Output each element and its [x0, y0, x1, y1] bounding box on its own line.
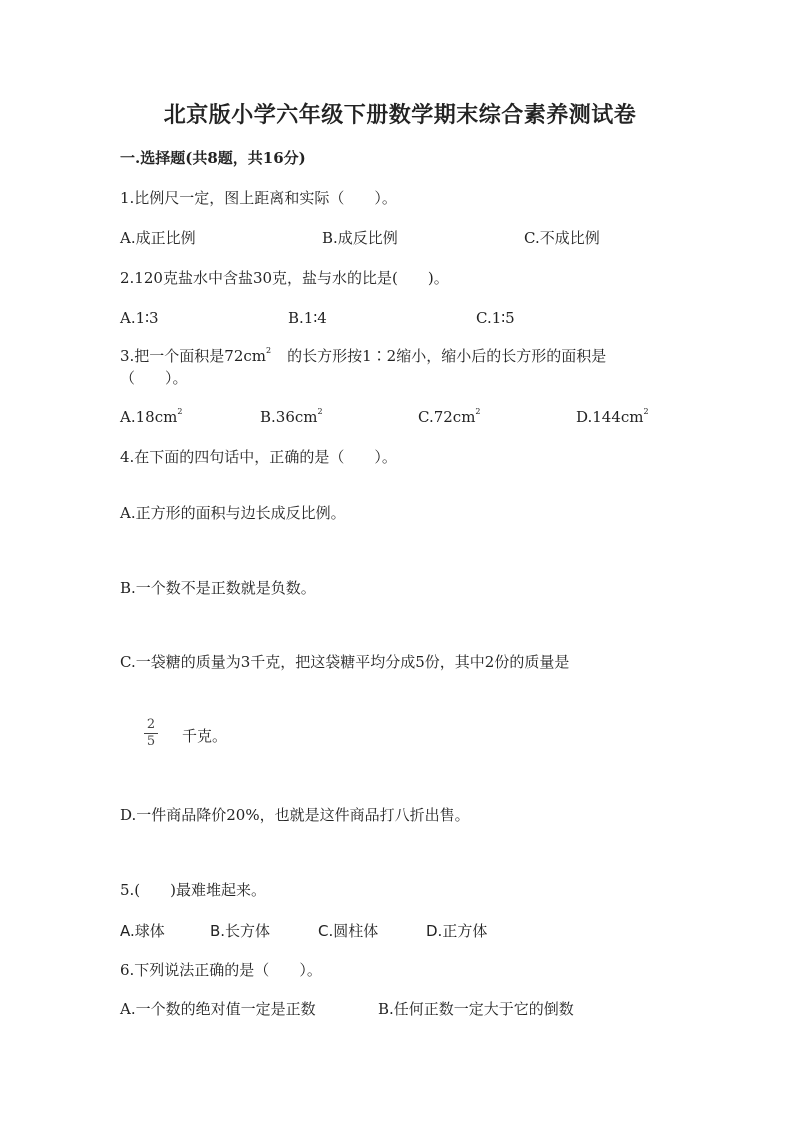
question-1-option-b: B.成反比例 [322, 229, 398, 247]
question-4-option-a: A.正方形的面积与边长成反比例。 [120, 504, 346, 522]
question-5-option-c: C.圆柱体 [318, 922, 379, 940]
square-unit-superscript: 2 [266, 346, 272, 355]
question-3-option-d: $D.144cm^2$ [576, 407, 649, 426]
question-4-option-c-tail: 千克。 [182, 727, 228, 745]
question-1-stem: 1.比例尺一定，图上距离和实际（ ）。 [120, 189, 397, 207]
question-4-option-d: D.一件商品降价20%，也就是这件商品打八折出售。 [120, 806, 470, 824]
question-3-option-a: $A.18cm^2$ [120, 407, 183, 426]
fraction-denominator: 5 [146, 734, 156, 749]
question-2-option-a: A.1∶3 [120, 309, 159, 327]
question-4-stem: 4.在下面的四句话中，正确的是（ ）。 [120, 448, 397, 466]
question-5-option-b: B.长方体 [210, 922, 271, 940]
question-5-stem: 5.( )最难堆起来。 [120, 881, 267, 899]
question-2-option-c: C.1∶5 [476, 309, 515, 327]
question-4-option-b: B.一个数不是正数就是负数。 [120, 579, 316, 597]
question-2-option-b: B.1∶4 [288, 309, 327, 327]
question-3-stem-part1: 3.把一个面积是72cm [120, 347, 267, 365]
question-3-option-c: $C.72cm^2$ [418, 407, 481, 426]
question-2-stem: 2.120克盐水中含盐30克，盐与水的比是( )。 [120, 269, 449, 287]
page-title: 北京版小学六年级下册数学期末综合素养测试卷 [163, 102, 637, 128]
question-5-option-d: D.正方体 [426, 922, 488, 940]
question-1-option-a: A.成正比例 [120, 229, 196, 247]
question-6-stem: 6.下列说法正确的是（ ）。 [120, 961, 322, 979]
question-1-option-c: C.不成比例 [524, 229, 600, 247]
section-heading-choice: 一.选择题(共8题，共16分) [120, 149, 306, 167]
fraction-numerator: 2 [146, 717, 156, 732]
question-3-stem [120, 346, 606, 366]
question-3-option-b: $B.36cm^2$ [260, 407, 323, 426]
question-3-stem-part2: 的长方形按1∶2缩小，缩小后的长方形的面积是 [287, 347, 607, 365]
question-6-option-b: B.任何正数一定大于它的倒数 [378, 1000, 574, 1018]
question-3-stem-line2: （ ）。 [120, 369, 188, 387]
question-4-option-c: C.一袋糖的质量为3千克，把这袋糖平均分成5份，其中2份的质量是 [120, 653, 570, 671]
fraction-two-fifths [144, 718, 158, 749]
question-6-option-a: A.一个数的绝对值一定是正数 [120, 1000, 316, 1018]
question-5-option-a: A.球体 [120, 922, 165, 940]
